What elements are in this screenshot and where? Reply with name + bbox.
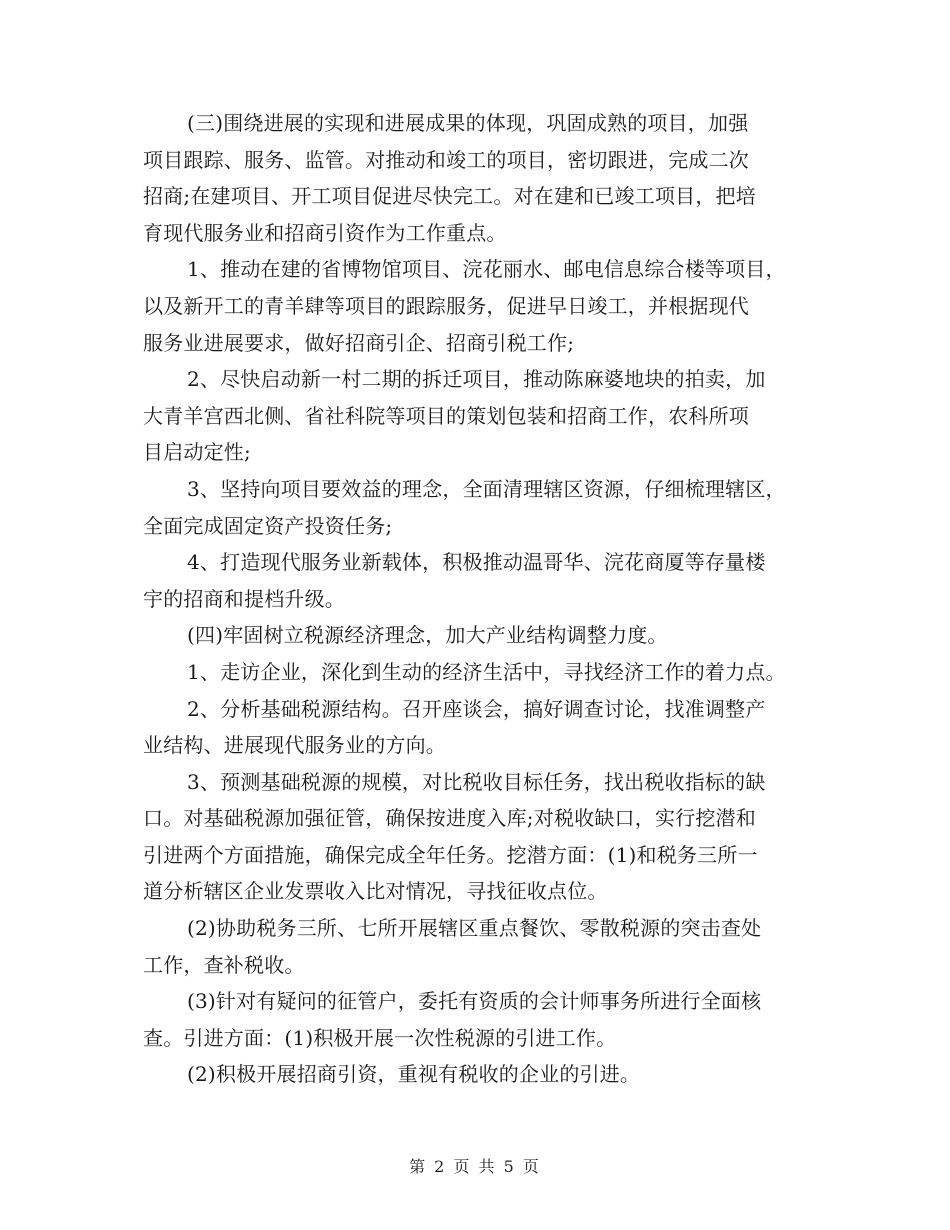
text-line: 育现代服务业和招商引资作为工作重点。 [143, 220, 507, 245]
text-line: (3)针对有疑问的征管户，委托有资质的会计师事务所进行全面核 [187, 989, 762, 1014]
text-line: 道分析辖区企业发票收入比对情况，寻找征收点位。 [143, 879, 608, 904]
text-line: (四)牢固树立税源经济理念，加大产业结构调整力度。 [187, 623, 668, 648]
paragraph [143, 361, 808, 471]
paragraph [143, 251, 808, 361]
text-line: 2、尽快启动新一村二期的拆迁项目，推动陈麻婆地块的拍卖，加 [187, 367, 766, 392]
paragraph [143, 764, 808, 910]
text-line: (2)协助税务三所、七所开展辖区重点餐饮、零散税源的突击查处 [187, 916, 762, 941]
text-line: 全面完成固定资产投资任务; [143, 513, 393, 538]
text-line: 查。引进方面：(1)积极开展一次性税源的引进工作。 [143, 1025, 617, 1050]
text-line: 大青羊宫西北侧、省社科院等项目的策划包装和招商工作，农科所项 [143, 403, 749, 428]
paragraph [143, 544, 808, 617]
text-line: 宇的招商和提档升级。 [143, 586, 345, 611]
text-line: 口。对基础税源加强征管，确保按进度入库;对税收缺口，实行挖潜和 [143, 806, 756, 831]
paragraph [143, 654, 808, 691]
text-line: 3、预测基础税源的规模，对比税收目标任务，找出税收指标的缺 [187, 769, 766, 794]
text-line: (2)积极开展招商引资，重视有税收的企业的引进。 [187, 1062, 641, 1087]
text-line: 1、推动在建的省博物馆项目、浣花丽水、邮电信息综合楼等项目， [187, 257, 786, 282]
text-line: 以及新开工的青羊肆等项目的跟踪服务，促进早日竣工，并根据现代 [143, 293, 749, 318]
paragraph [143, 983, 808, 1056]
text-line: 业结构、进展现代服务业的方向。 [143, 733, 446, 758]
text-line: 目启动定性; [143, 440, 251, 465]
text-line: 引进两个方面措施，确保完成全年任务。挖潜方面：(1)和税务三所一 [143, 842, 758, 867]
paragraph [143, 1056, 808, 1093]
page-footer [0, 1154, 950, 1177]
page-number: 第 2 页 共 5 页 [409, 1157, 541, 1176]
paragraph [143, 910, 808, 983]
text-line: 服务业进展要求，做好招商引企、招商引税工作; [143, 330, 575, 355]
text-line: 工作，查补税收。 [143, 952, 305, 977]
text-line: 3、坚持向项目要效益的理念，全面清理辖区资源，仔细梳理辖区， [187, 476, 786, 501]
text-line: 2、分析基础税源结构。召开座谈会，搞好调查讨论，找准调整产 [187, 696, 766, 721]
text-line: 1、走访企业，深化到生动的经济生活中，寻找经济工作的着力点。 [187, 659, 786, 684]
paragraph [143, 105, 808, 251]
text-line: 项目跟踪、服务、监管。对推动和竣工的项目，密切跟进，完成二次 [143, 147, 749, 172]
paragraph [143, 471, 808, 544]
text-line: 4、打造现代服务业新载体，积极推动温哥华、浣花商厦等存量楼 [187, 550, 766, 575]
section-heading [143, 617, 808, 654]
text-line: (三)围绕进展的实现和进展成果的体现，巩固成熟的项目，加强 [187, 111, 749, 135]
text-line: 招商;在建项目、开工项目促进尽快完工。对在建和已竣工项目，把培 [143, 184, 756, 209]
paragraph [143, 691, 808, 764]
body-text [143, 105, 808, 1093]
